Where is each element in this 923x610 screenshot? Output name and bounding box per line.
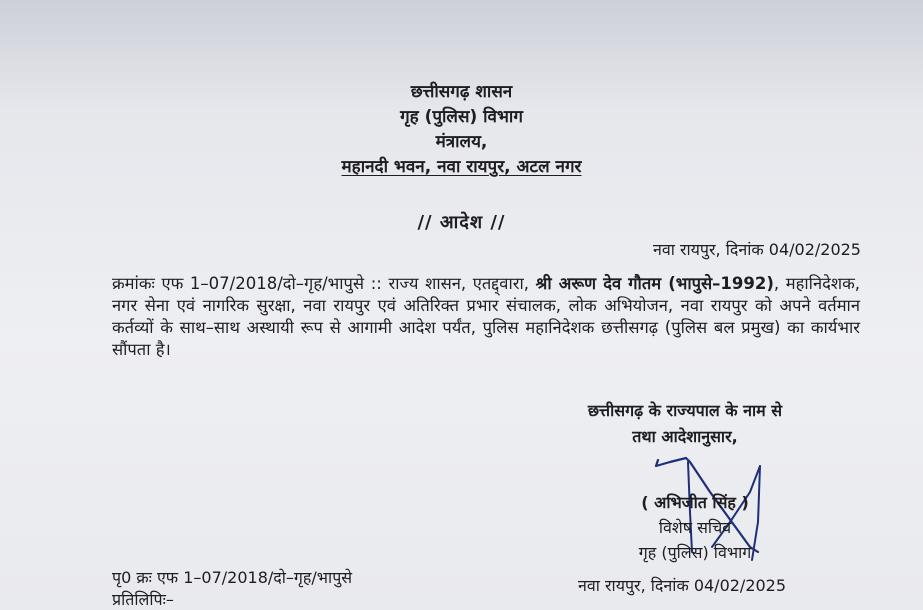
- signatory-name: ( अभिजीत सिंह ): [641, 493, 749, 512]
- letterhead: [0, 80, 923, 180]
- endorsement: [112, 567, 352, 610]
- department-name: गृह (पुलिस) विभाग: [400, 107, 523, 127]
- order-body: [112, 273, 860, 361]
- authority-line1: छत्तीसगढ़ के राज्यपाल के नाम से: [587, 401, 783, 420]
- endorsement-ref: पृ0 क्रः एफ 1–07/2018/दो–गृह/भापुसे: [112, 568, 353, 587]
- endorsement-date: नवा रायपुर, दिनांक 04/02/2025: [578, 576, 787, 595]
- officer-highlight: श्री अरूण देव गौतम (भापुसे–1992): [535, 274, 774, 293]
- order-body-part2: , महानिदेशक, नगर सेना एवं नागरिक सुरक्षा, नवा रायपुर एवं अतिरिक्त प्रभार संचालक, लोक अभियोजन, नवा रायपुर को अपने वर्तमान कर्तव्यों के साथ–साथ अस्थायी रूप से आगामी आदेश पर्यंत, पुलिस महानिदेशक छत्तीसगढ़ (पुलिस बल प्रमुख) का कार्यभार सौंपता है।: [112, 274, 860, 359]
- order-date: नवा रायपुर, दिनांक 04/02/2025: [652, 240, 861, 259]
- copy-to-label: प्रतिलिपिः–: [112, 590, 174, 609]
- order-body-part1: क्रमांकः एफ 1–07/2018/दो–गृह/भापुसे :: राज्य शासन, एतद्द्वारा,: [112, 274, 536, 293]
- signatory-designation: विशेष सचिव: [658, 518, 732, 537]
- signatory: [560, 490, 830, 565]
- order-title: // आदेश //: [417, 212, 506, 233]
- authority-line2: तथा आदेशानुसार,: [632, 427, 738, 446]
- signatory-department: गृह (पुलिस) विभाग: [638, 543, 752, 562]
- ministry-name: मंत्रालय,: [435, 132, 488, 152]
- authority-block: [500, 398, 870, 450]
- government-name: छत्तीसगढ़ शासन: [410, 82, 513, 102]
- office-address: महानदी भवन, नवा रायपुर, अटल नगर: [341, 157, 582, 177]
